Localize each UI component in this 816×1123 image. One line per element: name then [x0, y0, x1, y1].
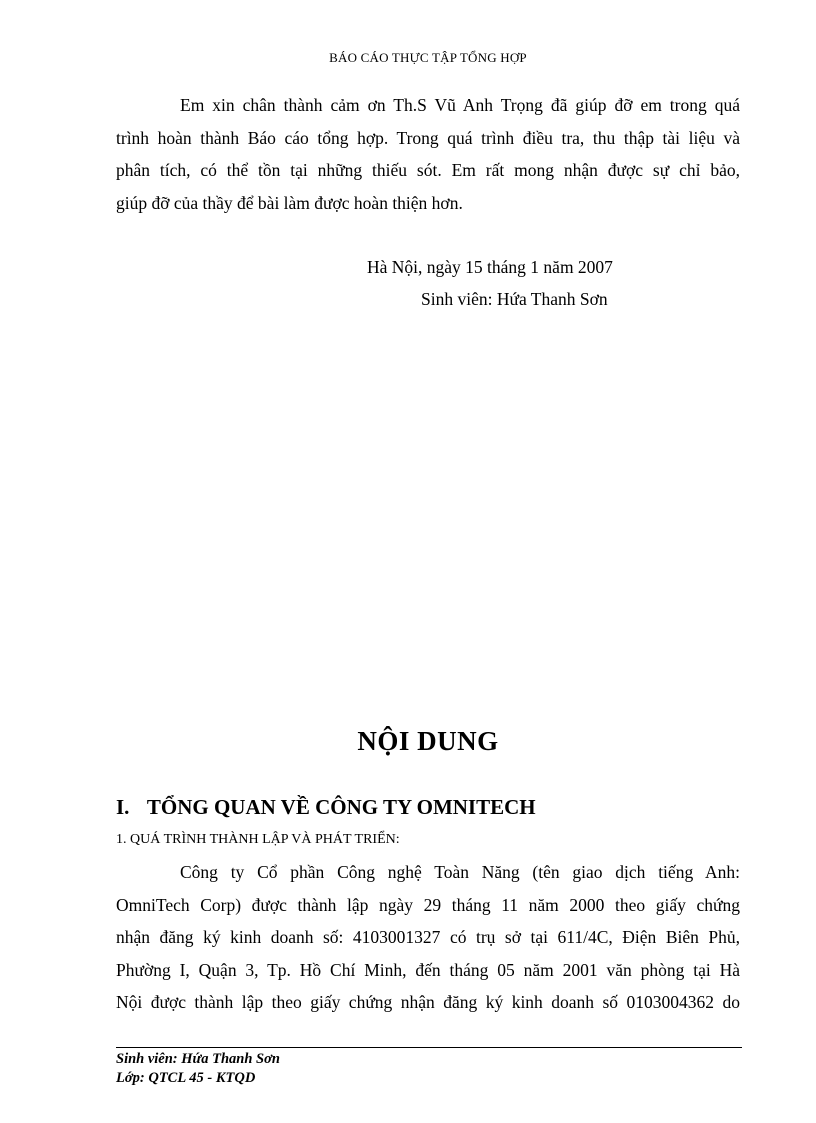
paragraph-line: OmniTech Corp) được thành lập ngày 29 tháng 11 năm 2000 theo giấy chứng [116, 894, 740, 915]
paragraph-line: giúp đỡ của thầy để bài làm được hoàn thiện hơn. [116, 192, 463, 213]
content-paragraph [116, 856, 740, 1019]
paragraph-line: Phường I, Quận 3, Tp. Hồ Chí Minh, đến tháng 05 năm 2001 văn phòng tại Hà [116, 959, 740, 980]
paragraph-line: trình hoàn thành Báo cáo tổng hợp. Trong quá trình điều tra, thu thập tài liệu và [116, 127, 740, 148]
section-number: I. [116, 795, 130, 819]
paragraph-line: Công ty Cổ phần Công nghệ Toàn Năng (tên giao dịch tiếng Anh: [180, 862, 740, 882]
place-date: Hà Nội, ngày 15 tháng 1 năm 2007 [367, 257, 613, 277]
footer-student: Sinh viên: Hứa Thanh Sơn [116, 1051, 280, 1067]
paragraph-line: Em xin chân thành cảm ơn Th.S Vũ Anh Trọng đã giúp đỡ em trong quá [180, 95, 740, 115]
paragraph-line: phân tích, có thể tồn tại những thiếu sót. Em rất mong nhận được sự chỉ bảo, [116, 160, 740, 180]
acknowledgement-paragraph [116, 89, 740, 219]
subsection-heading: 1. QUÁ TRÌNH THÀNH LẬP VÀ PHÁT TRIỂN: [116, 832, 400, 847]
paragraph-line: nhận đăng ký kinh doanh số: 4103001327 có trụ sở tại 611/4C, Điện Biên Phủ, [116, 927, 740, 947]
section-title: TỔNG QUAN VỀ CÔNG TY OMNITECH [146, 795, 536, 819]
paragraph-line: Nội được thành lập theo giấy chứng nhận đăng ký kinh doanh số 0103004362 do [116, 992, 740, 1012]
content-title: NỘI DUNG [357, 726, 499, 756]
section-heading [116, 795, 536, 820]
footer-divider [116, 1047, 742, 1048]
page-header: BÁO CÁO THỰC TẬP TỔNG HỢP [329, 50, 527, 65]
signature: Sinh viên: Hứa Thanh Sơn [421, 289, 608, 309]
footer-class: Lớp: QTCL 45 - KTQD [116, 1070, 256, 1086]
